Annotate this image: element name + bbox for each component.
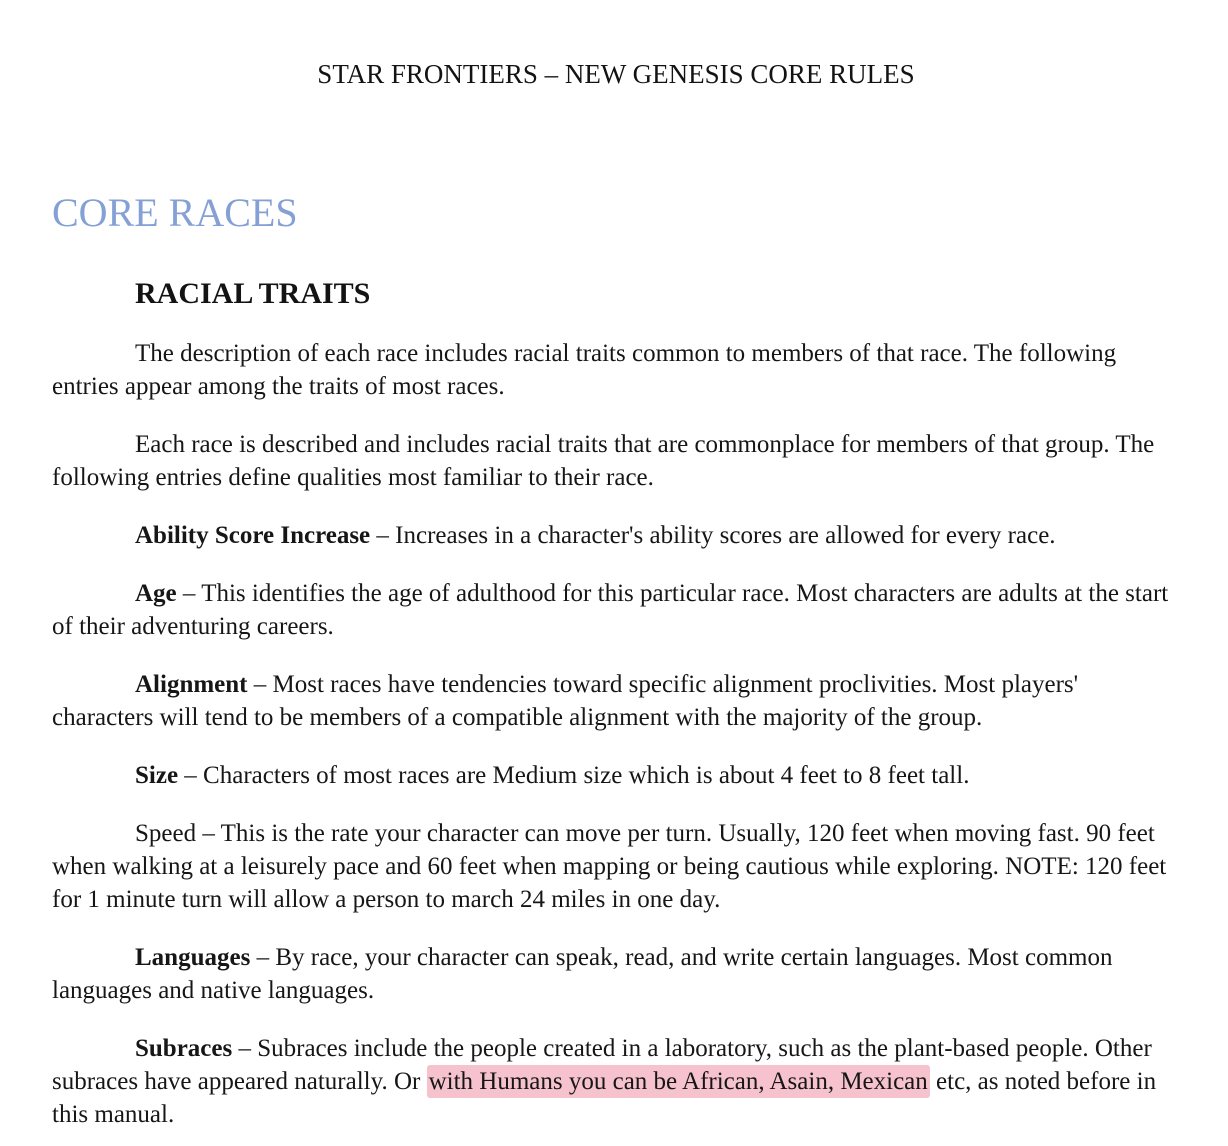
paragraph-age	[52, 577, 1180, 643]
paragraph-text: – Characters of most races are Medium size which is about 4 feet to 8 feet tall.	[178, 762, 970, 789]
trait-term-subraces: Subraces	[135, 1035, 233, 1062]
document-header-title: STAR FRONTIERS – NEW GENESIS CORE RULES	[317, 59, 915, 89]
paragraph-text: Each race is described and includes racial traits that are commonplace for members of that group. The following entries define qualities most familiar to their race.	[52, 431, 1155, 491]
section-heading-core-races: CORE RACES	[52, 190, 298, 235]
paragraph-size	[52, 759, 1180, 792]
paragraph-text: – Most races have tendencies toward specific alignment proclivities. Most players' characters will tend to be members of a compatible alignment with the majority of the group.	[52, 671, 1079, 731]
paragraph-intro-1	[52, 337, 1180, 403]
paragraph-alignment	[52, 668, 1180, 734]
paragraph-ability-score-increase	[52, 519, 1180, 552]
trait-term-size: Size	[135, 762, 179, 789]
trait-term-ability-score-increase: Ability Score Increase	[135, 522, 371, 549]
paragraph-languages	[52, 941, 1180, 1007]
paragraph-text: The description of each race includes racial traits common to members of that race. The following entries appear among the traits of most races.	[52, 340, 1117, 400]
paragraph-text: – This identifies the age of adulthood for this particular race. Most characters are adults at the start of their adventuring careers.	[52, 580, 1169, 640]
paragraph-speed	[52, 817, 1180, 916]
paragraph-text: etc, as noted before in this manual.	[52, 1068, 1157, 1128]
paragraph-text: Speed – This is the rate your character can move per turn. Usually, 120 feet when moving fast. 90 feet when walking at a leisurely pace and 60 feet when mapping or being cautious while exploring. NOTE: 120 feet for 1 minute turn will allow a person to march 24 miles in one day.	[52, 820, 1167, 913]
subsection-heading-racial-traits: RACIAL TRAITS	[135, 277, 371, 310]
paragraph-text: – Subraces include the people created in a laboratory, such as the plant-based people. Other subraces have appeared naturally. Or	[52, 1035, 1152, 1095]
highlighted-text: with Humans you can be African, Asain, Mexican	[427, 1065, 930, 1098]
trait-term-alignment: Alignment	[135, 671, 248, 698]
trait-term-age: Age	[135, 580, 177, 607]
paragraph-intro-2	[52, 428, 1180, 494]
paragraph-text: – By race, your character can speak, read, and write certain languages. Most common languages and native languages.	[52, 944, 1113, 1004]
paragraph-subraces	[52, 1032, 1180, 1131]
paragraph-text: – Increases in a character's ability scores are allowed for every race.	[370, 522, 1056, 549]
trait-term-languages: Languages	[135, 944, 251, 971]
